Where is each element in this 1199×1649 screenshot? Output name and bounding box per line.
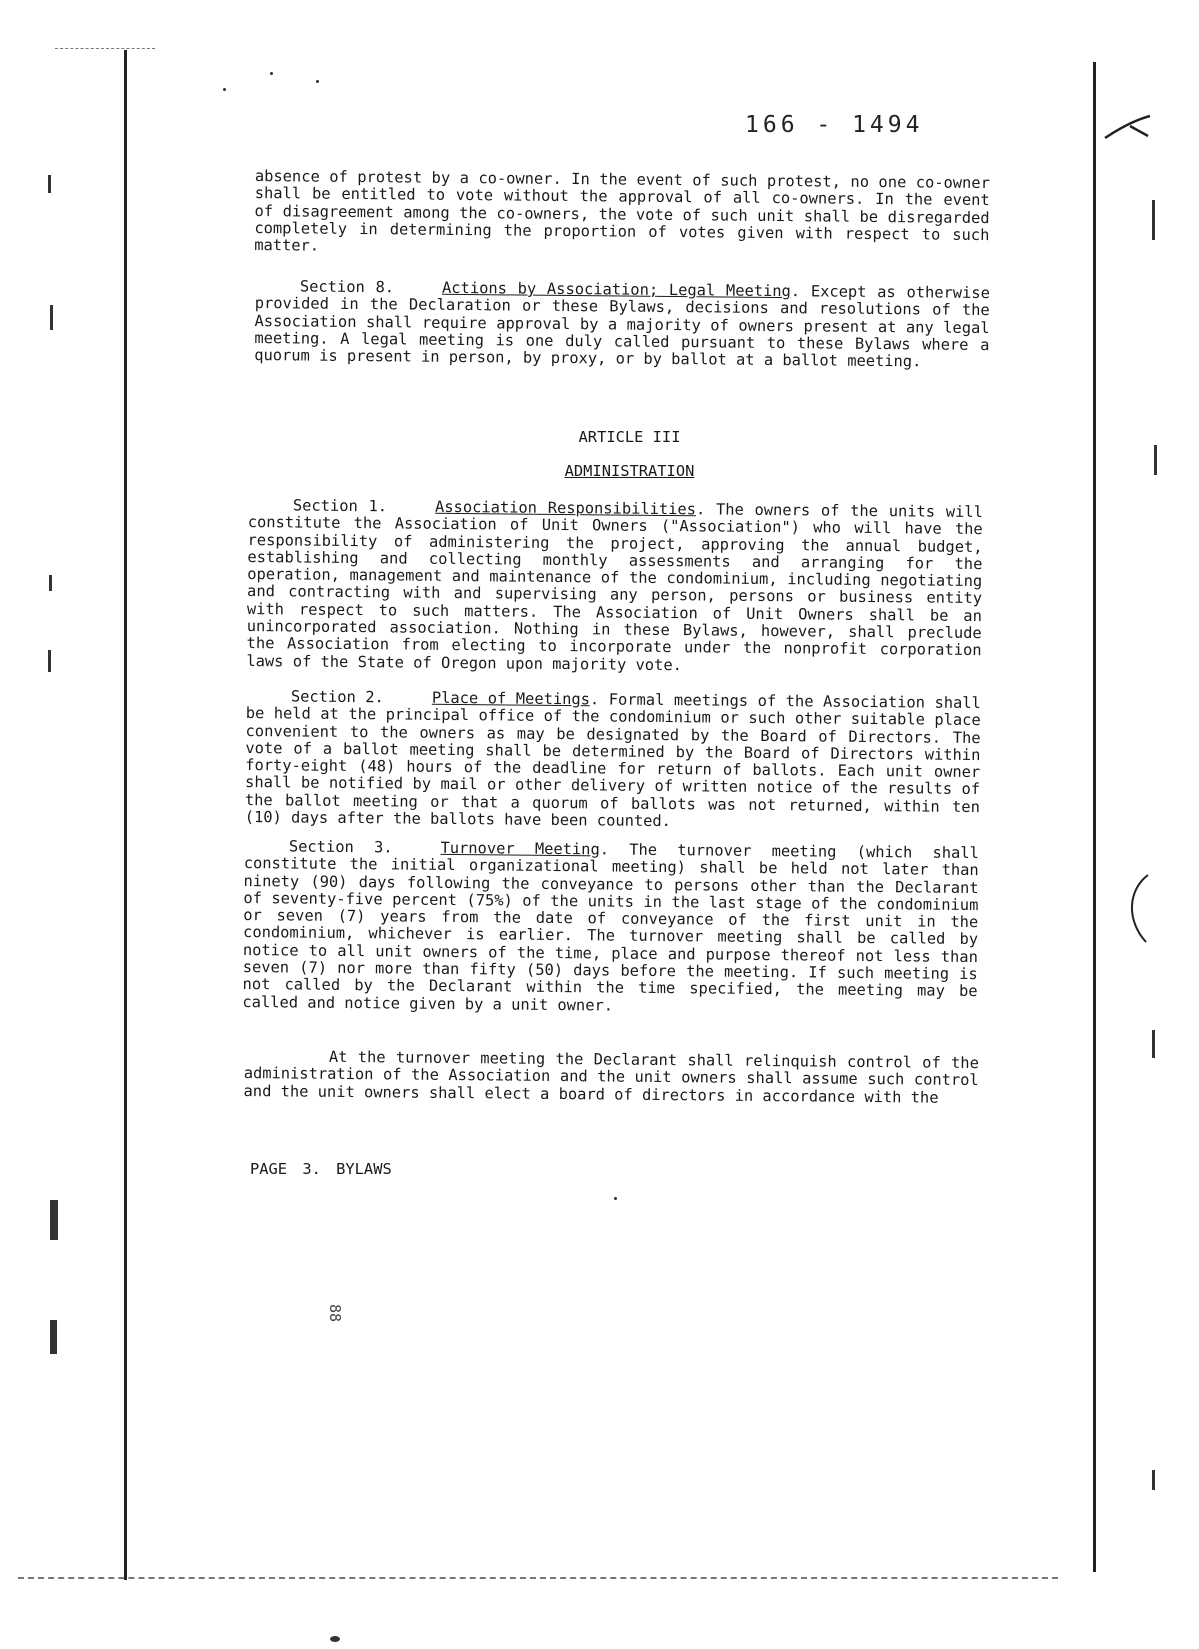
continuation-paragraph: [254, 168, 990, 262]
section-3: [242, 838, 979, 1018]
scan-speck: [48, 650, 51, 672]
section-8: [254, 278, 990, 372]
scan-speck: [48, 175, 51, 193]
page-number: 166 - 1494: [745, 112, 924, 138]
article-subheading: [262, 462, 997, 480]
scan-bracket-mark: [1118, 870, 1158, 950]
article-subheading-text: ADMINISTRATION: [564, 462, 695, 480]
section-1: [246, 497, 983, 677]
scan-speck: [50, 305, 53, 330]
stray-handwritten-mark: 88: [326, 1303, 345, 1323]
scan-speck: [1154, 445, 1157, 475]
scan-right-border: [1093, 62, 1096, 1572]
scan-speck: [49, 575, 52, 591]
section-label: Section 2.: [290, 687, 384, 707]
section-label: Section 8.: [299, 277, 395, 297]
scan-hook-mark: [1100, 108, 1160, 148]
page-footer: PAGE 3. BYLAWS: [250, 1160, 392, 1178]
scan-left-border: [124, 50, 127, 1580]
paragraph-text: At the turnover meeting the Declarant shall relinquish control of the administration of the Association and the unit owners shall assume such control and the unit owners shall elect a board of directors in accordance with the: [243, 1047, 979, 1107]
section-text: . Except as otherwise provided in the Declaration or these Bylaws, decisions and resolutions of the Association shall require approval by a majority of owners present at any legal meeting. A legal meeting is one duly called pursuant to these Bylaws where a quorum is present in person, by proxy, or by ballot at a ballot meeting.: [254, 282, 990, 371]
section-text: . The turnover meeting (which shall constitute the initial organizational meeting) shall be held not later than ninety (90) days following the conveyance to persons other than the Declarant of seventy-five percent (75%) of the units in the last stage of the condominium or seven (7) years from the date of conveyance of the first unit in the condominium, whichever is earlier. The turnover meeting shall be called by notice to all unit owners of the time, place and purpose thereof not less than seven (7) nor more than fifty (50) days before the meeting. If such meeting is not called by the Declarant within the time specified, the meeting may be called and notice given by a unit owner.: [242, 840, 979, 1015]
scan-speck: [50, 1200, 58, 1240]
scan-bottom-border: [18, 1577, 1058, 1579]
scan-speck: [270, 72, 273, 75]
section-title: Actions by Association; Legal Meeting: [441, 278, 791, 301]
scan-speck: [223, 88, 226, 91]
paragraph-text: absence of protest by a co-owner. In the event of such protest, no one co-owner shall be entitled to vote without the approval of all co-owners. In the event of disagreement among the co-owners, the vote of such unit shall be disregarded completely in determining the proportion of votes given with respect to such matter.: [254, 167, 990, 255]
scan-speck: [1152, 1030, 1155, 1058]
article-heading: ARTICLE III: [578, 428, 681, 446]
section-title: Place of Meetings: [431, 688, 591, 709]
section-label: Section 1.: [292, 496, 388, 516]
closing-paragraph: [244, 1048, 979, 1107]
section-title: Turnover Meeting: [440, 838, 600, 859]
scan-speck: [1152, 1470, 1155, 1490]
section-text: . The owners of the units will constitute the Association of Unit Owners ("Association") who will have the responsibility of administering the project, approving the annual budget, establishing and collecting monthly assessments and arranging for the operation, management and maintenance of the condominium, including negotiating and contracting with and supervising any person, persons or business entity with respect to such matters. The Association of Unit Owners shall be an unincorporated association. Nothing in these Bylaws, however, shall preclude the Association from electing to incorporate under the nonprofit corporation laws of the State of Oregon upon majority vote.: [246, 500, 983, 674]
section-2: [245, 688, 981, 833]
scan-speck: [614, 1197, 617, 1200]
section-text: . Formal meetings of the Association shall be held at the principal office of the condominium or such other suitable place convenient to the owners as may be designated by the Board of Directors. The vote of a ballot meeting shall be determined by the Board of Directors within forty-eight (48) hours of the deadline for return of ballots. Each unit owner shall be notified by mail or other delivery of written notice of the results of the ballot meeting or that a quorum of ballots was not returned, within ten (10) days after the ballots have been counted.: [244, 690, 981, 831]
scan-speck: [1152, 200, 1155, 240]
section-title: Association Responsibilities: [434, 497, 697, 519]
scan-speck: [50, 1320, 57, 1354]
scan-top-border: [55, 48, 155, 49]
scan-speck: [316, 80, 319, 83]
section-label: Section 3.: [288, 837, 393, 857]
scan-speck: [330, 1636, 340, 1642]
